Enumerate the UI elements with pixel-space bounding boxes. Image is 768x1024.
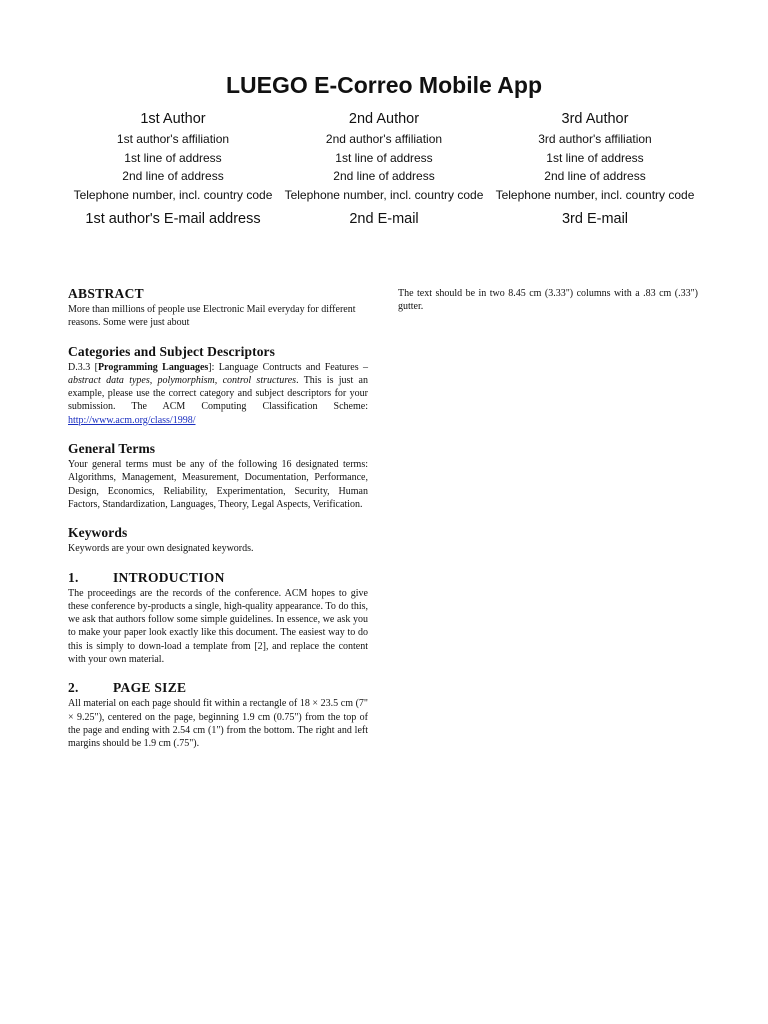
introduction-text: The proceedings are the records of the conference. ACM hopes to give these conference by-products a single, high-quality appearance. To do this, we ask that authors follow some simple guidelines. In essence, we ask you to make your paper look exactly like this document. The easiest way to do this is simply to down-load a template from [2], and replace the content with your own material. — [68, 587, 368, 666]
paper-title: LUEGO E-Correo Mobile App — [225, 72, 543, 98]
keywords-text: Keywords are your own designated keywords. — [68, 543, 254, 555]
page-size-heading — [68, 680, 368, 696]
author-address-line-2: 2nd line of address — [544, 169, 646, 184]
author-address-line-2: 2nd line of address — [333, 169, 435, 184]
general-terms-heading: General Terms — [68, 441, 156, 457]
author-phone: Telephone number, incl. country code — [73, 187, 273, 202]
categories-heading: Categories and Subject Descriptors — [68, 343, 275, 359]
author-name: 2nd Author — [348, 111, 420, 127]
author-email: 1st author's E-mail address — [85, 211, 261, 228]
categories-body: . This is just an example, please use the correct category and subject descriptors for your submission. The ACM Computing Classification Scheme: — [68, 374, 368, 413]
author-email: 3rd E-mail — [561, 211, 629, 228]
left-column — [68, 286, 368, 765]
category-descriptors: abstract data types, polymorphism, control structures — [68, 374, 297, 386]
acm-classification-link[interactable]: http://www.acm.org/class/1998/ — [68, 414, 196, 426]
category-code: D.3.3 [ — [68, 361, 98, 373]
page-size-section — [68, 680, 368, 750]
author-block — [68, 108, 700, 230]
author-email: 2nd E-mail — [349, 211, 419, 228]
author-3 — [490, 108, 700, 230]
introduction-heading — [68, 570, 368, 586]
categories-text — [68, 361, 368, 427]
author-name: 1st Author — [140, 111, 206, 127]
author-address-line-1: 1st line of address — [546, 150, 644, 165]
author-name: 3rd Author — [561, 111, 629, 127]
keywords-section — [68, 525, 368, 555]
abstract-text: More than millions of people use Electronic Mail everyday for different reasons. Some were just about — [68, 304, 356, 329]
section-number: 1. — [68, 569, 79, 585]
section-title: INTRODUCTION — [113, 569, 225, 585]
general-terms-text: Your general terms must be any of the following 16 designated terms: Algorithms, Management, Measurement, Documentation, Performance, Design, Economics, Reliability, Experimentation, Security, Human Factors, Standardization, Languages, Theory, Legal Aspects, Verification. — [68, 459, 368, 510]
category-name: Programming Languages — [97, 361, 209, 373]
author-address-line-1: 1st line of address — [335, 150, 433, 165]
categories-section — [68, 344, 368, 427]
author-phone: Telephone number, incl. country code — [284, 187, 484, 202]
page-size-text: All material on each page should fit within a rectangle of 18 × 23.5 cm (7" × 9.25"), centered on the page, beginning 1.9 cm (0.75") from the top of the page and ending with 2.54 cm (1") from the bottom. The right and left margins should be 1.9 cm (.75"). — [68, 698, 368, 750]
author-affiliation: 1st author's affiliation — [116, 132, 230, 146]
abstract-heading: ABSTRACT — [68, 286, 144, 301]
author-2 — [279, 108, 489, 230]
section-title: PAGE SIZE — [113, 680, 187, 696]
keywords-heading: Keywords — [68, 525, 128, 541]
section-number: 2. — [68, 680, 79, 696]
author-1 — [68, 108, 278, 230]
right-column — [398, 287, 698, 314]
author-address-line-1: 1st line of address — [124, 150, 222, 165]
column-spec-text: The text should be in two 8.45 cm (3.33") columns with a .83 cm (.33") gutter. — [398, 288, 698, 313]
author-affiliation: 3rd author's affiliation — [538, 132, 652, 146]
category-subject: ]: Language Contructs and Features – — [208, 361, 368, 373]
introduction-section — [68, 570, 368, 667]
abstract-section — [68, 286, 368, 330]
author-phone: Telephone number, incl. country code — [495, 187, 695, 202]
general-terms-section — [68, 441, 368, 511]
author-affiliation: 2nd author's affiliation — [325, 132, 443, 146]
author-address-line-2: 2nd line of address — [122, 169, 224, 184]
